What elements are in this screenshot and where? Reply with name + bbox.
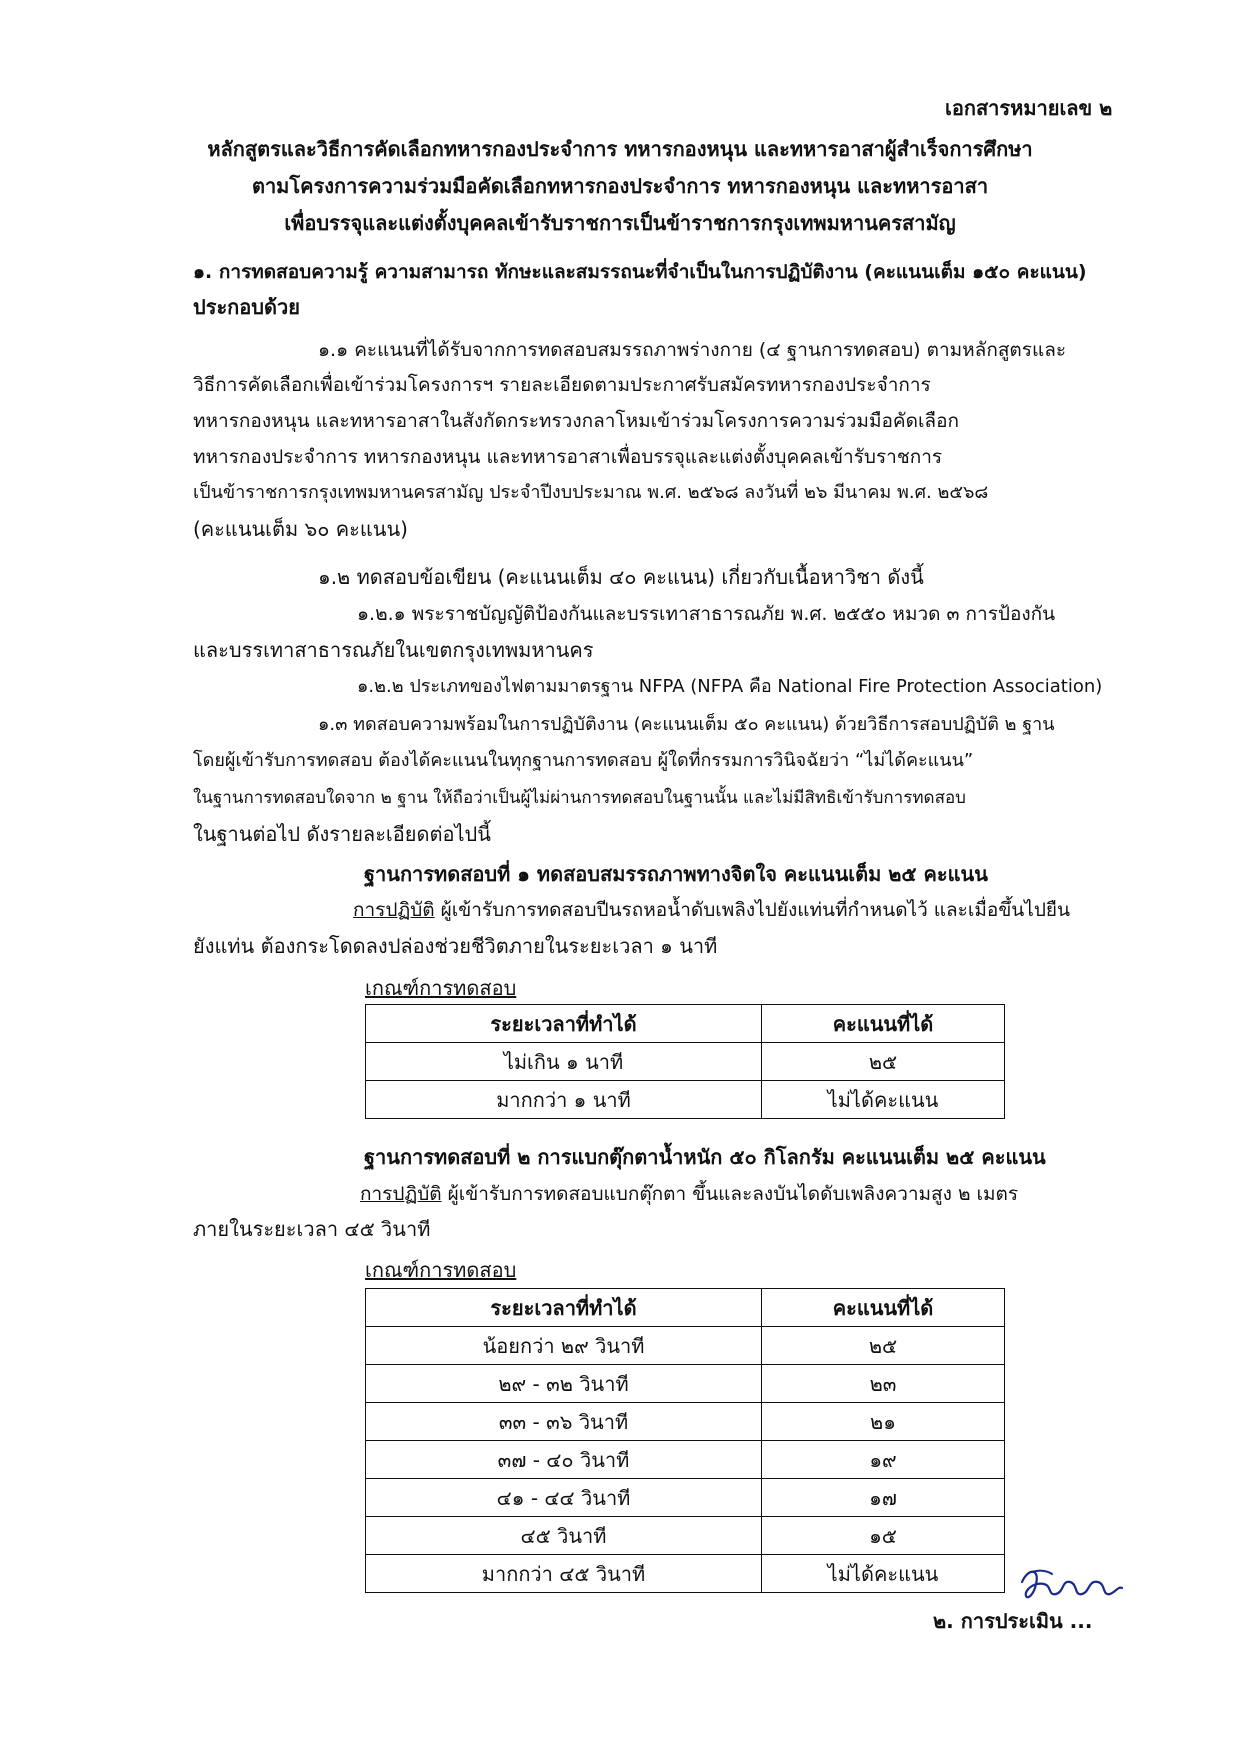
cell-time: น้อยกว่า ๒๙ วินาที: [366, 1327, 762, 1365]
item-1-2: ๑.๒ ทดสอบข้อเขียน (คะแนนเต็ม ๔๐ คะแนน) เกี่ยวกับเนื้อหาวิชา ดังนี้: [318, 565, 924, 589]
header-time: ระยะเวลาที่ทำได้: [366, 1005, 762, 1043]
continuation-note: ๒. การประเมิน ...: [933, 1609, 1093, 1633]
item-1-1-line-6: (คะแนนเต็ม ๖๐ คะแนน): [193, 517, 408, 541]
station-2-criteria-table: [365, 1288, 1005, 1593]
table-row: [366, 1365, 1005, 1403]
title-line-3: เพื่อบรรจุและแต่งตั้งบุคคลเข้ารับราชการเป็นข้าราชการกรุงเทพมหานครสามัญ: [284, 211, 956, 235]
table-row: [366, 1441, 1005, 1479]
station-1-criteria-label: เกณฑ์การทดสอบ: [365, 976, 517, 1000]
table-row: [366, 1327, 1005, 1365]
cell-score: ๑๕: [762, 1517, 1005, 1555]
item-1-3-line-1: ๑.๓ ทดสอบความพร้อมในการปฏิบัติงาน (คะแนนเต็ม ๕๐ คะแนน) ด้วยวิธีการสอบปฏิบัติ ๒ ฐาน: [318, 714, 1055, 735]
item-1-1-line-3: ทหารกองหนุน และทหารอาสาในสังกัดกระทรวงกลาโหมเข้าร่วมโครงการความร่วมมือคัดเลือก: [193, 410, 959, 432]
section-1-heading: ๑. การทดสอบความรู้ ความสามารถ ทักษะและสมรรถนะที่จำเป็นในการปฏิบัติงาน (คะแนนเต็ม ๑๕๐ คะแนน): [193, 261, 1087, 283]
header-score: คะแนนที่ได้: [762, 1289, 1005, 1327]
signature-mark: [1018, 1560, 1128, 1608]
header-score: คะแนนที่ได้: [762, 1005, 1005, 1043]
cell-score: ๒๕: [762, 1327, 1005, 1365]
table-row: [366, 1479, 1005, 1517]
station-1-practice-text: ผู้เข้ารับการทดสอบปีนรถหอน้ำดับเพลิงไปยังแท่นที่กำหนดไว้ และเมื่อขึ้นไปยืน: [434, 899, 1071, 921]
item-1-1-line-1: ๑.๑ คะแนนที่ได้รับจากการทดสอบสมรรถภาพร่างกาย (๔ ฐานการทดสอบ) ตามหลักสูตรและ: [318, 339, 1067, 361]
table-row: [366, 1555, 1005, 1593]
section-1-heading-cont: ประกอบด้วย: [193, 295, 300, 319]
item-1-2-2: ๑.๒.๒ ประเภทของไฟตามมาตรฐาน NFPA (NFPA คือ National Fire Protection Association): [357, 676, 1103, 697]
cell-time: มากกว่า ๔๕ วินาที: [366, 1555, 762, 1593]
cell-time: ๔๕ วินาที: [366, 1517, 762, 1555]
station-2-criteria-label: เกณฑ์การทดสอบ: [365, 1258, 517, 1282]
item-1-2-1-line-2: และบรรเทาสาธารณภัยในเขตกรุงเทพมหานคร: [193, 638, 594, 662]
title-line-2: ตามโครงการความร่วมมือคัดเลือกทหารกองประจำการ ทหารกองหนุน และทหารอาสา: [251, 174, 989, 198]
station-1-practice-line-2: ยังแท่น ต้องกระโดดลงปล่องช่วยชีวิตภายในระยะเวลา ๑ นาที: [193, 934, 718, 958]
station-2-practice-label: การปฏิบัติ: [360, 1183, 442, 1205]
cell-score: ๒๕: [762, 1043, 1005, 1081]
table-row: [366, 1081, 1005, 1119]
table-header-row: [366, 1005, 1005, 1043]
table-row: [366, 1517, 1005, 1555]
cell-time: ๔๑ - ๔๔ วินาที: [366, 1479, 762, 1517]
station-2-practice-line-1: [360, 1178, 1018, 1210]
cell-time: ๒๙ - ๓๒ วินาที: [366, 1365, 762, 1403]
station-1-practice-line-1: [353, 894, 1070, 926]
table-row: [366, 1403, 1005, 1441]
cell-score: ไม่ได้คะแนน: [762, 1555, 1005, 1593]
table-row: [366, 1043, 1005, 1081]
cell-score: ๒๑: [762, 1403, 1005, 1441]
station-2-practice-text: ผู้เข้ารับการทดสอบแบกตุ๊กตา ขึ้นและลงบันไดดับเพลิงความสูง ๒ เมตร: [441, 1183, 1019, 1205]
cell-time: ไม่เกิน ๑ นาที: [366, 1043, 762, 1081]
cell-time: ๓๓ - ๓๖ วินาที: [366, 1403, 762, 1441]
header-time: ระยะเวลาที่ทำได้: [366, 1289, 762, 1327]
station-1-heading: ฐานการทดสอบที่ ๑ ทดสอบสมรรถภาพทางจิตใจ คะแนนเต็ม ๒๕ คะแนน: [364, 862, 988, 886]
station-2-practice-line-2: ภายในระยะเวลา ๔๕ วินาที: [193, 1217, 431, 1241]
item-1-3-line-3: ในฐานการทดสอบใดจาก ๒ ฐาน ให้ถือว่าเป็นผู้ไม่ผ่านการทดสอบในฐานนั้น และไม่มีสิทธิเข้ารับการทดสอบ: [193, 788, 966, 808]
station-1-criteria-table: [365, 1004, 1005, 1119]
cell-time: ๓๗ - ๔๐ วินาที: [366, 1441, 762, 1479]
item-1-3-line-2: โดยผู้เข้ารับการทดสอบ ต้องได้คะแนนในทุกฐานการทดสอบ ผู้ใดที่กรรมการวินิจฉัยว่า “ไม่ได้คะแนน”: [193, 750, 974, 771]
cell-score: ๒๓: [762, 1365, 1005, 1403]
item-1-1-line-4: ทหารกองประจำการ ทหารกองหนุน และทหารอาสาเพื่อบรรจุและแต่งตั้งบุคคลเข้ารับราชการ: [193, 446, 943, 468]
station-2-heading: ฐานการทดสอบที่ ๒ การแบกตุ๊กตาน้ำหนัก ๕๐ กิโลกรัม คะแนนเต็ม ๒๕ คะแนน: [364, 1145, 1046, 1169]
title-line-1: หลักสูตรและวิธีการคัดเลือกทหารกองประจำการ ทหารกองหนุน และทหารอาสาผู้สำเร็จการศึกษา: [207, 137, 1033, 161]
cell-time: มากกว่า ๑ นาที: [366, 1081, 762, 1119]
item-1-1-line-5: เป็นข้าราชการกรุงเทพมหานครสามัญ ประจำปีงบประมาณ พ.ศ. ๒๕๖๘ ลงวันที่ ๒๖ มีนาคม พ.ศ. ๒๕๖๘: [193, 482, 989, 503]
cell-score: ๑๙: [762, 1441, 1005, 1479]
table-header-row: [366, 1289, 1005, 1327]
station-1-practice-label: การปฏิบัติ: [353, 899, 435, 921]
item-1-3-line-4: ในฐานต่อไป ดังรายละเอียดต่อไปนี้: [193, 822, 491, 846]
item-1-1-line-2: วิธีการคัดเลือกเพื่อเข้าร่วมโครงการฯ รายละเอียดตามประกาศรับสมัครทหารกองประจำการ: [193, 374, 931, 396]
cell-score: ไม่ได้คะแนน: [762, 1081, 1005, 1119]
document-number: เอกสารหมายเลข ๒: [945, 96, 1113, 120]
item-1-2-1-line-1: ๑.๒.๑ พระราชบัญญัติป้องกันและบรรเทาสาธารณภัย พ.ศ. ๒๕๕๐ หมวด ๓ การป้องกัน: [357, 603, 1056, 625]
cell-score: ๑๗: [762, 1479, 1005, 1517]
